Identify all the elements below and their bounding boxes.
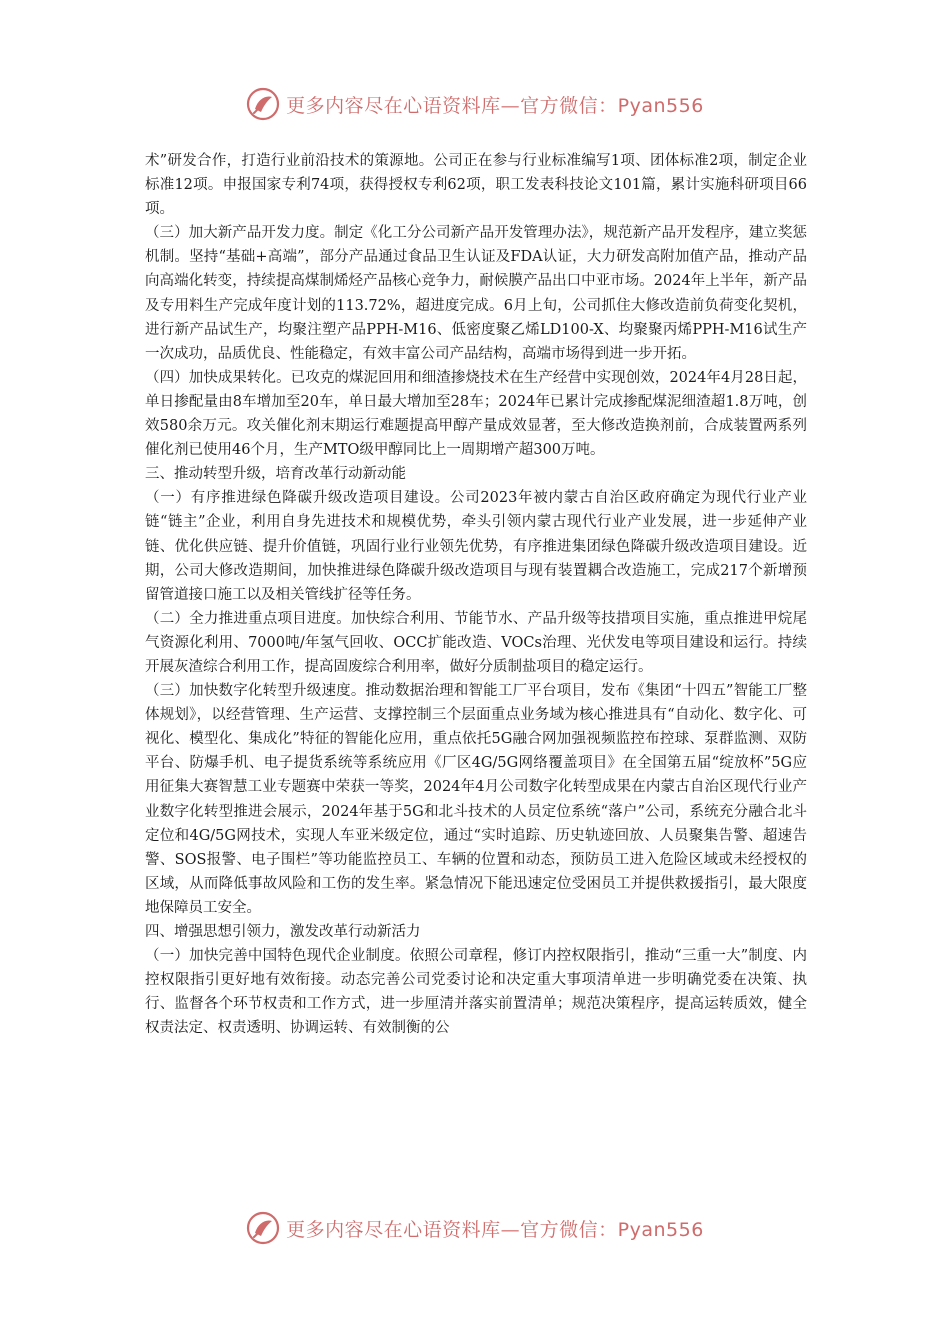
watermark-sep: — xyxy=(500,94,521,117)
watermark-tail: 官方微信：Pyan556 xyxy=(520,94,704,117)
logo-icon xyxy=(246,87,280,121)
watermark-main: 更多内容尽在心语资料库 xyxy=(286,94,501,117)
logo-icon xyxy=(246,1211,280,1245)
paragraph: （二）全力推进重点项目进度。加快综合利用、节能节水、产品升级等技措项目实施，重点推进甲烷尾气资源化利用、7000吨/年氢气回收、OCC扩能改造、VOCs治理、光伏发电等项目建设和运行。持续开展灰渣综合利用工作，提高固废综合利用率，做好分质制盐项目的稳定运行。 xyxy=(145,610,807,675)
watermark-banner-top xyxy=(0,84,950,124)
paragraph: （一）有序推进绿色降碳升级改造项目建设。公司2023年被内蒙古自治区政府确定为现代行业产业链“链主”企业，利用自身先进技术和规模优势，牵头引领内蒙古现代行业产业发展，进一步延伸产业链、优化供应链、提升价值链，巩固行业行业领先优势，有序推进集团绿色降碳升级改造项目建设。近期，公司大修改造期间，加快推进绿色降碳升级改造项目与现有装置耦合改造施工，完成217个新增预留管道接口施工以及相关管线扩径等任务。 xyxy=(145,490,807,603)
watermark-text xyxy=(286,91,704,118)
paragraph: （四）加快成果转化。已攻克的煤泥回用和细渣掺烧技术在生产经营中实现创效，2024年4月28日起，单日掺配量由8车增加至20车，单日最大增加至28车；2024年已累计完成掺配煤泥细渣超1.8万吨，创效580余万元。攻关催化剂末期运行难题提高甲醇产量成效显著，至大修改造换剂前，合成装置两系列催化剂已使用46个月，生产MTO级甲醇同比上一周期增产超300万吨。 xyxy=(145,369,807,459)
watermark-sep: — xyxy=(500,1218,521,1241)
paragraph: 术”研发合作，打造行业前沿技术的策源地。公司正在参与行业标准编写1项、团体标准2项，制定企业标准12项。申报国家专利74项，获得授权专利62项，职工发表科技论文101篇，累计实施科研项目66项。 xyxy=(145,153,807,218)
watermark-main: 更多内容尽在心语资料库 xyxy=(286,1218,501,1241)
watermark-banner-bottom xyxy=(0,1208,950,1248)
section-heading: 三、推动转型升级，培育改革行动新动能 xyxy=(145,466,406,483)
watermark-text xyxy=(286,1215,704,1242)
paragraph: （一）加快完善中国特色现代企业制度。依照公司章程，修订内控权限指引，推动“三重一大”制度、内控权限指引更好地有效衔接。动态完善公司党委讨论和决定重大事项清单进一步明确党委在决策、执行、监督各个环节权责和工作方式，进一步厘清并落实前置清单；规范决策程序，提高运转质效，健全权责法定、权责透明、协调运转、有效制衡的公 xyxy=(145,948,807,1037)
watermark-tail: 官方微信：Pyan556 xyxy=(520,1218,704,1241)
paragraph: （三）加大新产品开发力度。制定《化工分公司新产品开发管理办法》，规范新产品开发程序，建立奖惩机制。坚持“基础+高端”，部分产品通过食品卫生认证及FDA认证，大力研发高附加值产品，推动产品向高端化转变，持续提高煤制烯烃产品核心竞争力，耐候膜产品出口中亚市场。2024年上半年，新产品及专用料生产完成年度计划的113.72%，超进度完成。6月上旬，公司抓住大修改造前负荷变化契机，进行新产品试生产，均聚注塑产品PPH-M16、低密度聚乙烯LD100-X、均聚聚丙烯PPH-M16试生产一次成功，品质优良、性能稳定，有效丰富公司产品结构，高端市场得到进一步开拓。 xyxy=(145,225,807,362)
section-heading: 四、增强思想引领力，激发改革行动新活力 xyxy=(145,924,421,940)
paragraph: （三）加快数字化转型升级速度。推动数据治理和智能工厂平台项目，发布《集团“十四五”智能工厂整体规划》，以经营管理、生产运营、支撑控制三个层面重点业务域为核心推进具有“自动化、数字化、可视化、模型化、集成化”特征的智能化应用，重点依托5G融合网加强视频监控布控球、泵群监测、双防平台、防爆手机、电子提货系统等系统应用《厂区4G/5G网络覆盖项目》在全国第五届“绽放杯”5G应用征集大赛智慧工业专题赛中荣获一等奖，2024年4月公司数字化转型成果在内蒙古自治区现代行业产业数字化转型推进会展示，2024年基于5G和北斗技术的人员定位系统“落户”公司，系统充分融合北斗定位和4G/5G网技术，实现人车亚米级定位，通过“实时追踪、历史轨迹回放、人员聚集告警、超速告警、SOS报警、电子围栏”等功能监控员工、车辆的位置和动态，预防员工进入危险区域或未经授权的区域，从而降低事故风险和工伤的发生率。紧急情况下能迅速定位受困员工并提供救援指引，最大限度地保障员工安全。 xyxy=(145,683,807,916)
document-body xyxy=(145,149,807,1040)
